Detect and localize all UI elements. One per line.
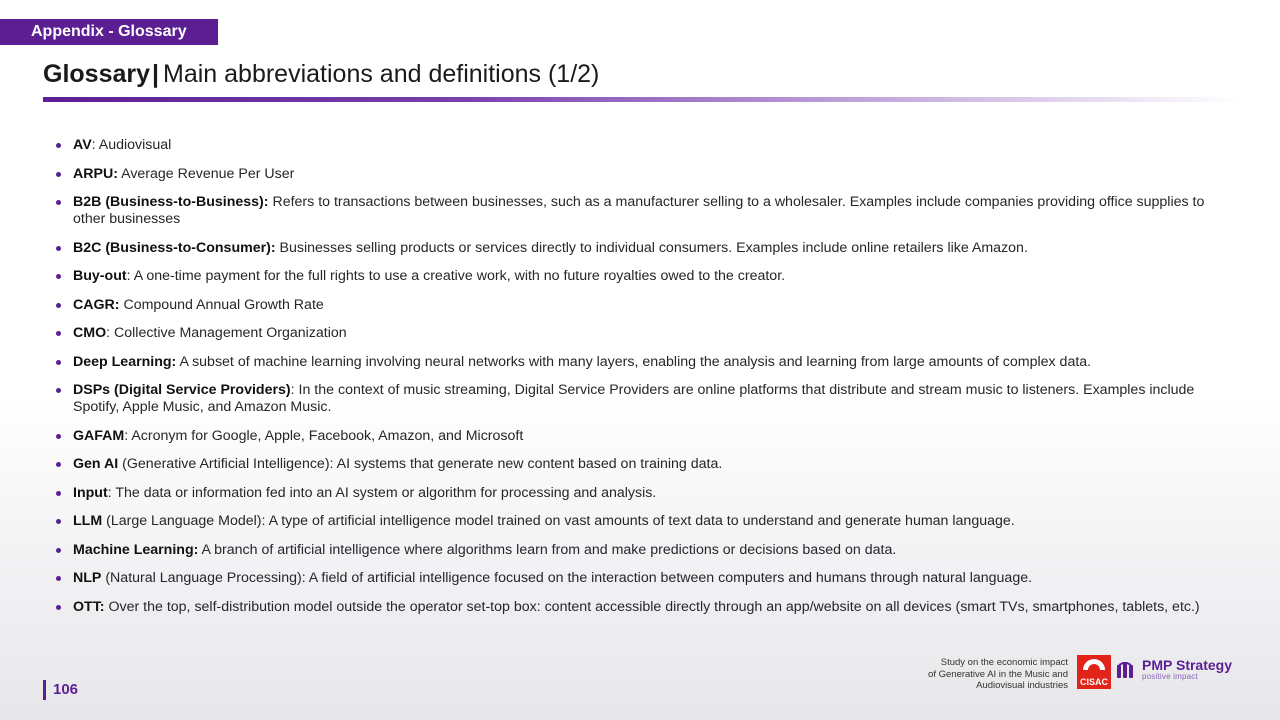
title-underline xyxy=(43,97,1240,102)
glossary-item: Machine Learning: A branch of artificial intelligence where algorithms learn from and make predictions or decisions based on data. xyxy=(55,542,1215,559)
study-caption: Study on the economic impact of Generative AI in the Music and Audiovisual industries xyxy=(928,657,1068,691)
glossary-item: B2B (Business-to-Business): Refers to transactions between businesses, such as a manufacturer selling to a wholesaler. Examples include companies providing office supplies to other businesses xyxy=(55,194,1215,228)
svg-text:CISAC: CISAC xyxy=(1079,677,1109,687)
glossary-item: GAFAM: Acronym for Google, Apple, Facebook, Amazon, and Microsoft xyxy=(55,428,1215,445)
title-bold: Glossary xyxy=(43,60,151,88)
glossary-item: ARPU: Average Revenue Per User xyxy=(55,166,1215,183)
title-rest: Main abbreviations and definitions (1/2) xyxy=(163,60,600,88)
glossary-item: CAGR: Compound Annual Growth Rate xyxy=(55,297,1215,314)
glossary-item: Gen AI (Generative Artificial Intelligence): AI systems that generate new content based on training data. xyxy=(55,456,1215,473)
glossary-list xyxy=(55,137,1215,627)
glossary-item: Input: The data or information fed into an AI system or algorithm for processing and analysis. xyxy=(55,485,1215,502)
glossary-item: AV: Audiovisual xyxy=(55,137,1215,154)
page-number: 106 xyxy=(43,680,78,700)
glossary-item: DSPs (Digital Service Providers): In the context of music streaming, Digital Service Providers are online platforms that distribute and stream music to listeners. Examples include Spotify, Apple Music, and Amazon Music. xyxy=(55,382,1215,416)
page-title xyxy=(43,58,599,90)
glossary-item: B2C (Business-to-Consumer): Businesses selling products or services directly to individual consumers. Examples include online retailers like Amazon. xyxy=(55,240,1215,257)
pmp-mark-icon xyxy=(1117,662,1137,680)
pmp-tagline: positive impact xyxy=(1142,672,1198,681)
glossary-item: LLM (Large Language Model): A type of artificial intelligence model trained on vast amounts of text data to understand and generate human language. xyxy=(55,513,1215,530)
pmp-strategy-logo xyxy=(1117,658,1232,684)
glossary-item: CMO: Collective Management Organization xyxy=(55,325,1215,342)
cisac-logo xyxy=(1077,655,1111,689)
section-tag: Appendix - Glossary xyxy=(0,19,218,45)
glossary-item: NLP (Natural Language Processing): A field of artificial intelligence focused on the interaction between computers and humans through natural language. xyxy=(55,570,1215,587)
glossary-item: Deep Learning: A subset of machine learning involving neural networks with many layers, enabling the analysis and learning from large amounts of complex data. xyxy=(55,354,1215,371)
glossary-item: Buy-out: A one-time payment for the full rights to use a creative work, with no future royalties owed to the creator. xyxy=(55,268,1215,285)
glossary-item: OTT: Over the top, self-distribution model outside the operator set-top box: content accessible directly through an app/website on all devices (smart TVs, smartphones, tablets, etc.) xyxy=(55,599,1215,616)
title-separator: | xyxy=(152,60,160,88)
pmp-name: PMP Strategy xyxy=(1142,657,1232,673)
